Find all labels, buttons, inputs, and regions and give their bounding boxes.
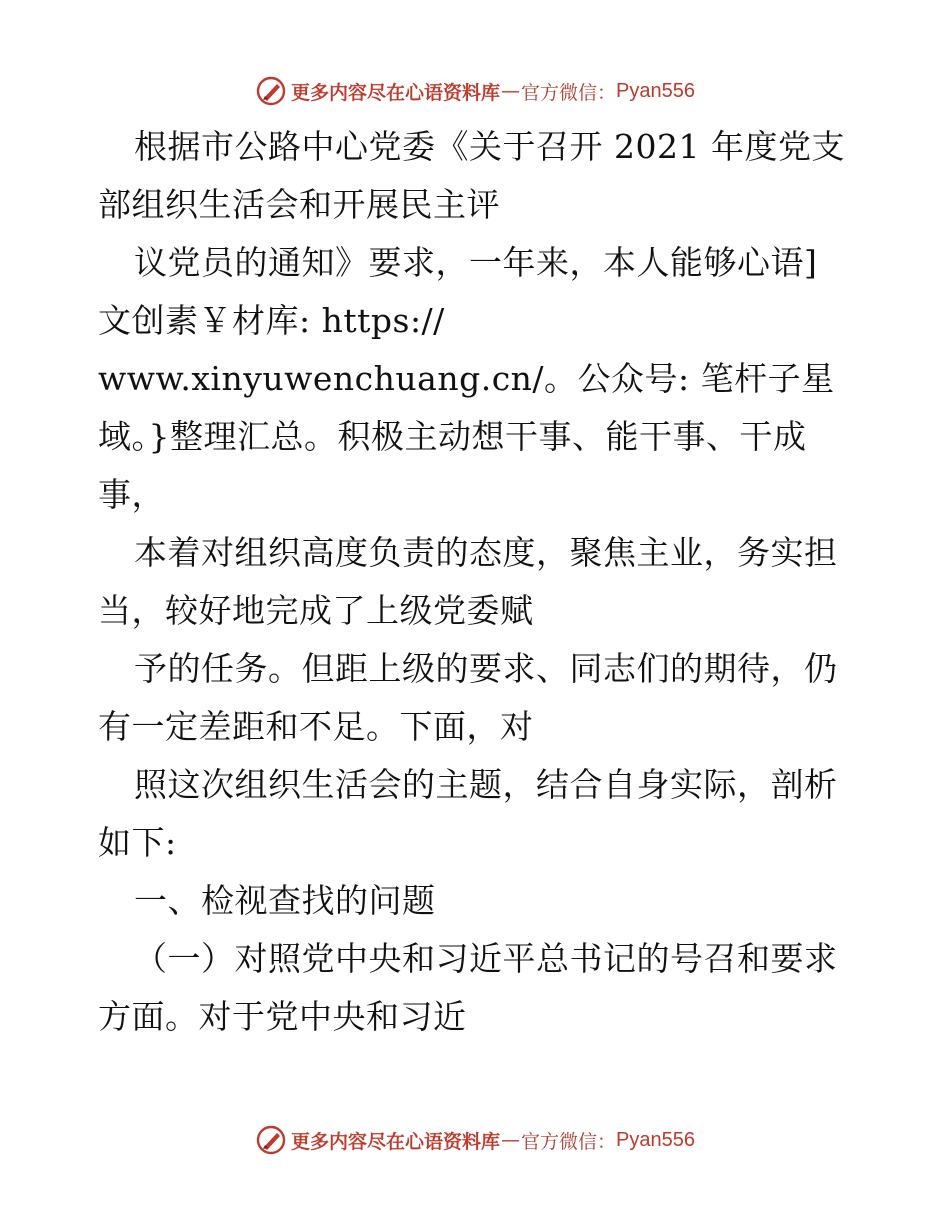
body-line: 文创素￥材库: https:// bbox=[98, 301, 445, 340]
section-heading: 一、检视查找的问题 bbox=[134, 881, 436, 920]
body-line: 有一定差距和不足。下面，对 bbox=[98, 707, 534, 746]
watermark-dash: — bbox=[501, 80, 521, 102]
watermark-wechat-id: Pyan556 bbox=[616, 1128, 695, 1151]
pen-seal-icon bbox=[255, 75, 287, 107]
body-line: 如下: bbox=[98, 823, 177, 862]
subsection-heading: （一）对照党中央和习近平总书记的号召和要求 bbox=[134, 939, 838, 978]
body-line: 当，较好地完成了上级党委赋 bbox=[98, 591, 534, 630]
watermark-brand: 更多内容尽在心语资料库 bbox=[291, 81, 501, 104]
body-line: 根据市公路中心党委《关于召开 2021 年度党支 bbox=[134, 127, 845, 166]
body-line: 照这次组织生活会的主题，结合自身实际，剖析 bbox=[134, 765, 838, 804]
body-line: 域。}整理汇总。积极主动想干事、能干事、干成 bbox=[98, 417, 807, 456]
footer-watermark bbox=[0, 1120, 950, 1160]
watermark-wechat-id: Pyan556 bbox=[616, 79, 695, 102]
body-line: 予的任务。但距上级的要求、同志们的期待，仍 bbox=[134, 649, 838, 688]
document-body bbox=[98, 118, 858, 1046]
watermark-official-label: 官方微信： bbox=[521, 81, 617, 104]
watermark-dash: — bbox=[501, 1129, 521, 1151]
body-line: 事， bbox=[98, 475, 165, 514]
watermark-official-label: 官方微信： bbox=[521, 1130, 617, 1153]
body-line: 方面。对于党中央和习近 bbox=[98, 997, 467, 1036]
body-line: www.xinyuwenchuang.cn/。公众号: 笔杆子星 bbox=[98, 359, 835, 398]
body-line: 本着对组织高度负责的态度，聚焦主业，务实担 bbox=[134, 533, 838, 572]
header-watermark bbox=[0, 71, 950, 111]
body-line: 部组织生活会和开展民主评 bbox=[98, 185, 500, 224]
pen-seal-icon bbox=[255, 1124, 287, 1156]
watermark-brand: 更多内容尽在心语资料库 bbox=[291, 1130, 501, 1153]
body-line: 议党员的通知》要求，一年来，本人能够心语] bbox=[134, 243, 818, 282]
